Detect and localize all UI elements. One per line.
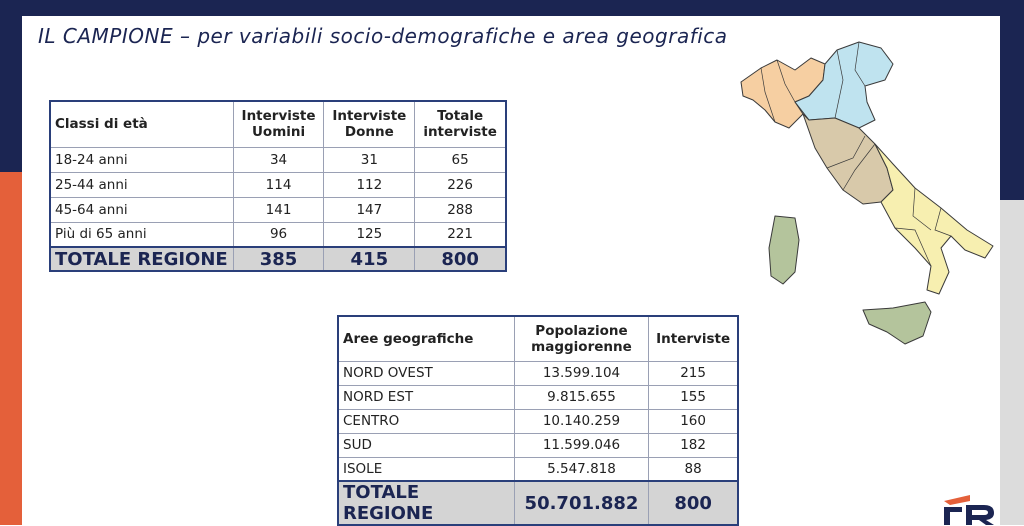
table-total-row (338, 481, 738, 525)
table-row (338, 385, 738, 409)
cell: 96 (233, 222, 324, 247)
table-header-row (338, 316, 738, 361)
row-label: NORD OVEST (338, 361, 514, 385)
cell: 182 (649, 433, 738, 457)
table-total-row (50, 247, 506, 271)
age-header-men: Interviste Uomini (233, 101, 324, 147)
area-header-interviews: Interviste (649, 316, 738, 361)
cell: 34 (233, 147, 324, 172)
table-row (338, 361, 738, 385)
italy-map (735, 40, 997, 350)
total-cell: 800 (649, 481, 738, 525)
map-region-centro (803, 114, 893, 204)
cell: 160 (649, 409, 738, 433)
cell: 141 (233, 197, 324, 222)
right-accent-gray (1000, 200, 1024, 525)
map-region-sardegna (769, 216, 799, 284)
area-header-population: Popolazione maggiorenne (514, 316, 649, 361)
cell: 13.599.104 (514, 361, 649, 385)
cell: 65 (415, 147, 506, 172)
top-bar (0, 0, 1024, 16)
table-row (338, 409, 738, 433)
row-label: NORD EST (338, 385, 514, 409)
total-cell: 415 (324, 247, 415, 271)
row-label: CENTRO (338, 409, 514, 433)
total-cell: 385 (233, 247, 324, 271)
left-accent-navy (0, 0, 22, 172)
area-table (337, 315, 739, 526)
cell: 147 (324, 197, 415, 222)
cell: 226 (415, 172, 506, 197)
cell: 5.547.818 (514, 457, 649, 481)
row-label: Più di 65 anni (50, 222, 233, 247)
cell: 215 (649, 361, 738, 385)
row-label: 45-64 anni (50, 197, 233, 222)
age-header-class: Classi di età (50, 101, 233, 147)
age-table (49, 100, 507, 272)
table-row (50, 222, 506, 247)
table-row (50, 197, 506, 222)
cell: 221 (415, 222, 506, 247)
table-header-row (50, 101, 506, 147)
cell: 11.599.046 (514, 433, 649, 457)
slide-title: IL CAMPIONE – per variabili socio-demografiche e area geografica (38, 24, 728, 48)
row-label: 25-44 anni (50, 172, 233, 197)
total-cell: 50.701.882 (514, 481, 649, 525)
area-header-area: Aree geografiche (338, 316, 514, 361)
cell: 9.815.655 (514, 385, 649, 409)
age-header-women: Interviste Donne (324, 101, 415, 147)
map-region-sud (875, 144, 993, 294)
age-header-total: Totale interviste (415, 101, 506, 147)
table-row (50, 172, 506, 197)
total-label: TOTALE REGIONE (338, 481, 514, 525)
row-label: ISOLE (338, 457, 514, 481)
map-region-sicilia (863, 302, 931, 344)
cell: 10.140.259 (514, 409, 649, 433)
left-accent-orange (0, 172, 22, 525)
cell: 114 (233, 172, 324, 197)
cell: 88 (649, 457, 738, 481)
row-label: 18-24 anni (50, 147, 233, 172)
cell: 31 (324, 147, 415, 172)
cell: 288 (415, 197, 506, 222)
table-row (338, 457, 738, 481)
table-row (338, 433, 738, 457)
table-row (50, 147, 506, 172)
cell: 155 (649, 385, 738, 409)
row-label: SUD (338, 433, 514, 457)
logo (940, 491, 996, 525)
total-cell: 800 (415, 247, 506, 271)
cell: 112 (324, 172, 415, 197)
cell: 125 (324, 222, 415, 247)
total-label: TOTALE REGIONE (50, 247, 233, 271)
